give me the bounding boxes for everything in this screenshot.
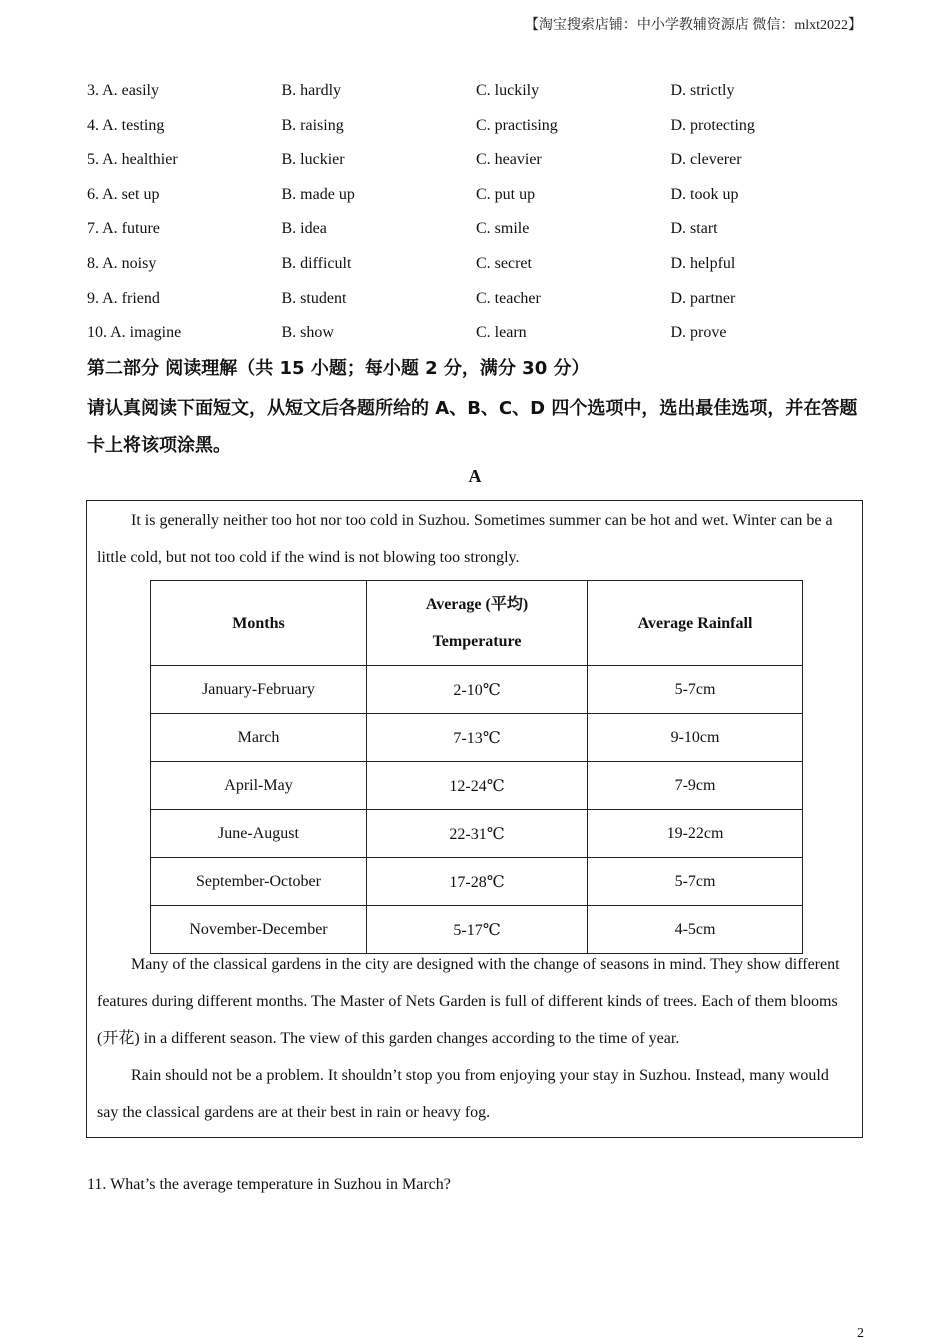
table-row <box>151 666 803 714</box>
option-d: D. cleverer <box>670 151 742 169</box>
passage-after-table <box>87 946 862 1131</box>
option-row <box>87 284 867 319</box>
header-temperature-line2: Temperature <box>432 633 522 650</box>
climate-table <box>150 580 803 954</box>
option-b: B. show <box>281 324 334 342</box>
option-b: B. hardly <box>281 82 342 99</box>
cell-rainfall: 4-5cm <box>588 906 803 954</box>
cell-rainfall: 19-22cm <box>588 810 803 858</box>
option-d: D. prove <box>670 324 727 342</box>
option-d: D. took up <box>670 185 739 203</box>
passage-paragraph-2: Many of the classical gardens in the city are designed with the change of seasons in mind. They show different features during different months. The Master of Nets Garden is full of different kinds of trees. Each of them blooms (开花) in a different season. The view of this garden changes according to the time of year. <box>97 956 840 1047</box>
cell-rainfall: 5-7cm <box>588 858 803 906</box>
option-list <box>87 76 867 353</box>
cell-rainfall: 7-9cm <box>588 762 803 810</box>
option-d: D. protecting <box>670 116 755 134</box>
cell-months: March <box>151 714 367 762</box>
cell-temperature: 17-28℃ <box>367 858 588 906</box>
option-a: 9. A. friend <box>87 289 160 307</box>
option-c: C. put up <box>476 185 536 203</box>
page-number: 2 <box>857 1326 864 1341</box>
option-row <box>87 76 867 111</box>
question-11: 11. What’s the average temperature in Suzhou in March? <box>87 1176 451 1193</box>
passage-paragraph-1: It is generally neither too hot nor too cold in Suzhou. Sometimes summer can be hot and wet. Winter can be a little cold, but not too cold if the wind is not blowing too strongly. <box>97 512 833 566</box>
option-c: C. secret <box>476 254 532 272</box>
option-b: B. difficult <box>281 254 352 272</box>
option-c: C. luckily <box>476 82 540 99</box>
cell-months: June-August <box>151 810 367 858</box>
table-row <box>151 762 803 810</box>
section-instruction: 请认真阅读下面短文，从短文后各题所给的 A、B、C、D 四个选项中，选出最佳选项，并在答题卡上将该项涂黑。 <box>87 398 858 456</box>
cell-temperature: 22-31℃ <box>367 810 588 858</box>
passage-box <box>86 500 863 1138</box>
option-c: C. smile <box>476 220 530 238</box>
cell-months: November-December <box>151 906 367 954</box>
option-a: 3. A. easily <box>87 82 159 99</box>
cell-temperature: 12-24℃ <box>367 762 588 810</box>
option-c: C. practising <box>476 116 558 134</box>
table-row <box>151 858 803 906</box>
table-row <box>151 714 803 762</box>
cell-rainfall: 5-7cm <box>588 666 803 714</box>
page-header: 【淘宝搜索店铺：中小学教辅资源店 微信：mlxt2022】 <box>524 18 862 33</box>
option-b: B. raising <box>281 116 344 134</box>
cell-months: September-October <box>151 858 367 906</box>
passage-paragraph-3: Rain should not be a problem. It shouldn’t stop you from enjoying your stay in Suzhou. Instead, many would say the classical gardens are at their best in rain or heavy fog. <box>97 1067 829 1121</box>
option-d: D. strictly <box>670 82 735 99</box>
cell-temperature: 5-17℃ <box>367 906 588 954</box>
option-d: D. helpful <box>670 254 736 272</box>
option-b: B. idea <box>281 220 327 238</box>
cell-rainfall: 9-10cm <box>588 714 803 762</box>
cell-temperature: 7-13℃ <box>367 714 588 762</box>
option-b: B. student <box>281 289 347 307</box>
option-row <box>87 111 867 146</box>
option-a: 5. A. healthier <box>87 151 178 169</box>
option-a: 7. A. future <box>87 220 160 238</box>
option-d: D. partner <box>670 289 736 307</box>
option-c: C. heavier <box>476 151 542 169</box>
header-months: Months <box>151 581 367 666</box>
option-c: C. learn <box>476 324 527 342</box>
option-a: 8. A. noisy <box>87 254 157 272</box>
section-title: 第二部分 阅读理解（共 15 小题；每小题 2 分，满分 30 分） <box>87 358 590 379</box>
option-a: 6. A. set up <box>87 185 160 203</box>
option-d: D. start <box>670 220 718 238</box>
passage-letter: A <box>468 466 482 486</box>
table-header-row <box>151 581 803 666</box>
option-row <box>87 249 867 284</box>
option-b: B. made up <box>281 185 355 203</box>
option-row <box>87 180 867 215</box>
option-b: B. luckier <box>281 151 345 169</box>
header-temperature-line1: Average (平均) <box>425 596 529 613</box>
option-row <box>87 318 867 353</box>
header-rainfall: Average Rainfall <box>588 581 803 666</box>
option-row <box>87 214 867 249</box>
option-c: C. teacher <box>476 289 541 307</box>
cell-months: January-February <box>151 666 367 714</box>
option-a: 10. A. imagine <box>87 324 182 342</box>
cell-temperature: 2-10℃ <box>367 666 588 714</box>
header-temperature <box>367 581 588 666</box>
table-row <box>151 810 803 858</box>
option-a: 4. A. testing <box>87 116 165 134</box>
option-row <box>87 145 867 180</box>
cell-months: April-May <box>151 762 367 810</box>
